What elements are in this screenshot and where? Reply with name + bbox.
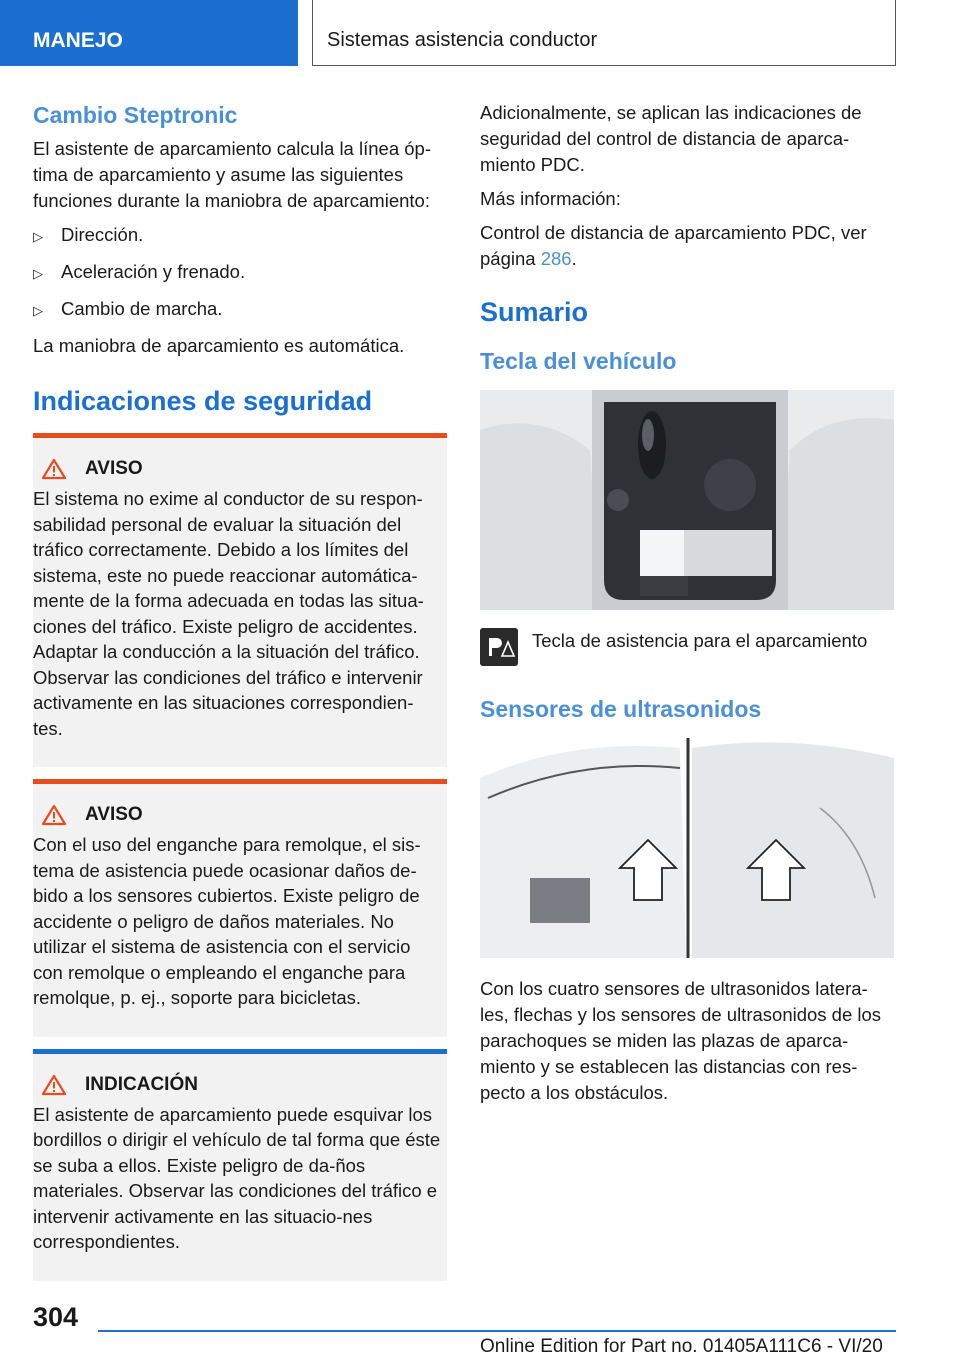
header-section-label: MANEJO [33, 29, 123, 52]
steptronic-heading: Cambio Steptronic [33, 102, 238, 128]
warning-label: AVISO [85, 458, 143, 479]
page-number: 304 [33, 1302, 79, 1332]
button-caption-row [480, 628, 896, 666]
right-column [480, 100, 896, 1114]
center-console-photo [480, 390, 894, 610]
note-box [33, 1049, 447, 1281]
list-item-text: Cambio de marcha. [61, 298, 223, 319]
sensors-paragraph: Con los cuatro sensores de ultrasonidos latera-les, flechas y los sensores de ultrasonidos de los parachoques se miden las plazas de aparca-miento y se establecen las distancias con res-pecto a los obstáculos. [480, 978, 882, 1103]
list-item-text: Dirección. [61, 224, 144, 245]
bullet-triangle-icon: ▷ [33, 303, 43, 318]
warning-triangle-icon [41, 804, 67, 826]
function-list [33, 222, 447, 324]
tecla-heading: Tecla del vehículo [480, 348, 677, 374]
outro-paragraph: La maniobra de aparcamiento es automática. [33, 335, 405, 356]
pdc-reference [480, 220, 896, 272]
list-item [33, 222, 447, 250]
list-item [33, 296, 447, 324]
park-assist-button-icon [480, 628, 518, 666]
pdc-paragraph: Adicionalmente, se aplican las indicaciones de seguridad del control de distancia de aparca-miento PDC. [480, 102, 862, 175]
center-console-illustration [480, 390, 894, 610]
left-column [33, 100, 447, 1293]
sumario-heading: Sumario [480, 297, 589, 327]
button-caption: Tecla de asistencia para el aparcamiento [532, 630, 868, 651]
warning-box [33, 433, 447, 767]
note-text: El asistente de aparcamiento puede esquivar los bordillos o dirigir el vehículo de tal forma que éste se suba a ellos. Existe peligro de da-ños materiales. Observar las condiciones del tráfico e intervenir activamente en las situacio-nes correspondientes. [33, 1103, 441, 1252]
header-chapter-label: Sistemas asistencia conductor [327, 29, 598, 51]
bullet-triangle-icon: ▷ [33, 266, 43, 281]
warning-box [33, 779, 447, 1037]
sensors-photo [480, 738, 894, 958]
edition-note: Online Edition for Part no. 01405A111C6 - VI/20 [480, 1336, 883, 1357]
pdc-reference-end: . [571, 248, 577, 269]
sensors-illustration [480, 738, 894, 958]
warning-text: Con el uso del enganche para remolque, el sis-tema de asistencia puede ocasionar daños de-bido a los sensores cubiertos. Existe peligro de accidente o peligro de daños materiales. No utilizar el sistema de asistencia con el servicio con remolque o empleando el enganche para remolque, p. ej., soporte para bicicletas. [33, 834, 421, 1008]
safety-heading: Indicaciones de seguridad [33, 386, 373, 416]
intro-paragraph: El asistente de aparcamiento calcula la línea óp-tima de aparcamiento y asume las siguientes funciones durante la maniobra de aparcamiento: [33, 138, 431, 211]
warning-text: El sistema no exime al conductor de su respon-sabilidad personal de evaluar la situación del tráfico correctamente. Debido a los límites del sistema, este no puede reaccionar automática-mente de la forma adecuada en todas las situa-ciones del tráfico. Existe peligro de accidentes. Adaptar la conducción a la situación del tráfico. Observar las condiciones del tráfico e intervenir activamente en las situaciones correspondien-tes. [33, 488, 424, 739]
list-item [33, 259, 447, 287]
note-label: INDICACIÓN [85, 1073, 198, 1095]
header-section [0, 0, 298, 66]
more-info-label: Más información: [480, 188, 621, 209]
page-link[interactable]: 286 [540, 248, 572, 269]
warning-triangle-icon [41, 458, 67, 480]
header-chapter [312, 0, 896, 66]
warning-triangle-icon [41, 1074, 67, 1096]
warning-label: AVISO [85, 804, 143, 825]
pdc-reference-text: Control de distancia de aparcamiento PDC, ver página [480, 222, 867, 269]
bullet-triangle-icon: ▷ [33, 229, 43, 244]
sensores-heading: Sensores de ultrasonidos [480, 696, 762, 722]
footer-divider [98, 1330, 896, 1332]
list-item-text: Aceleración y frenado. [61, 261, 246, 282]
